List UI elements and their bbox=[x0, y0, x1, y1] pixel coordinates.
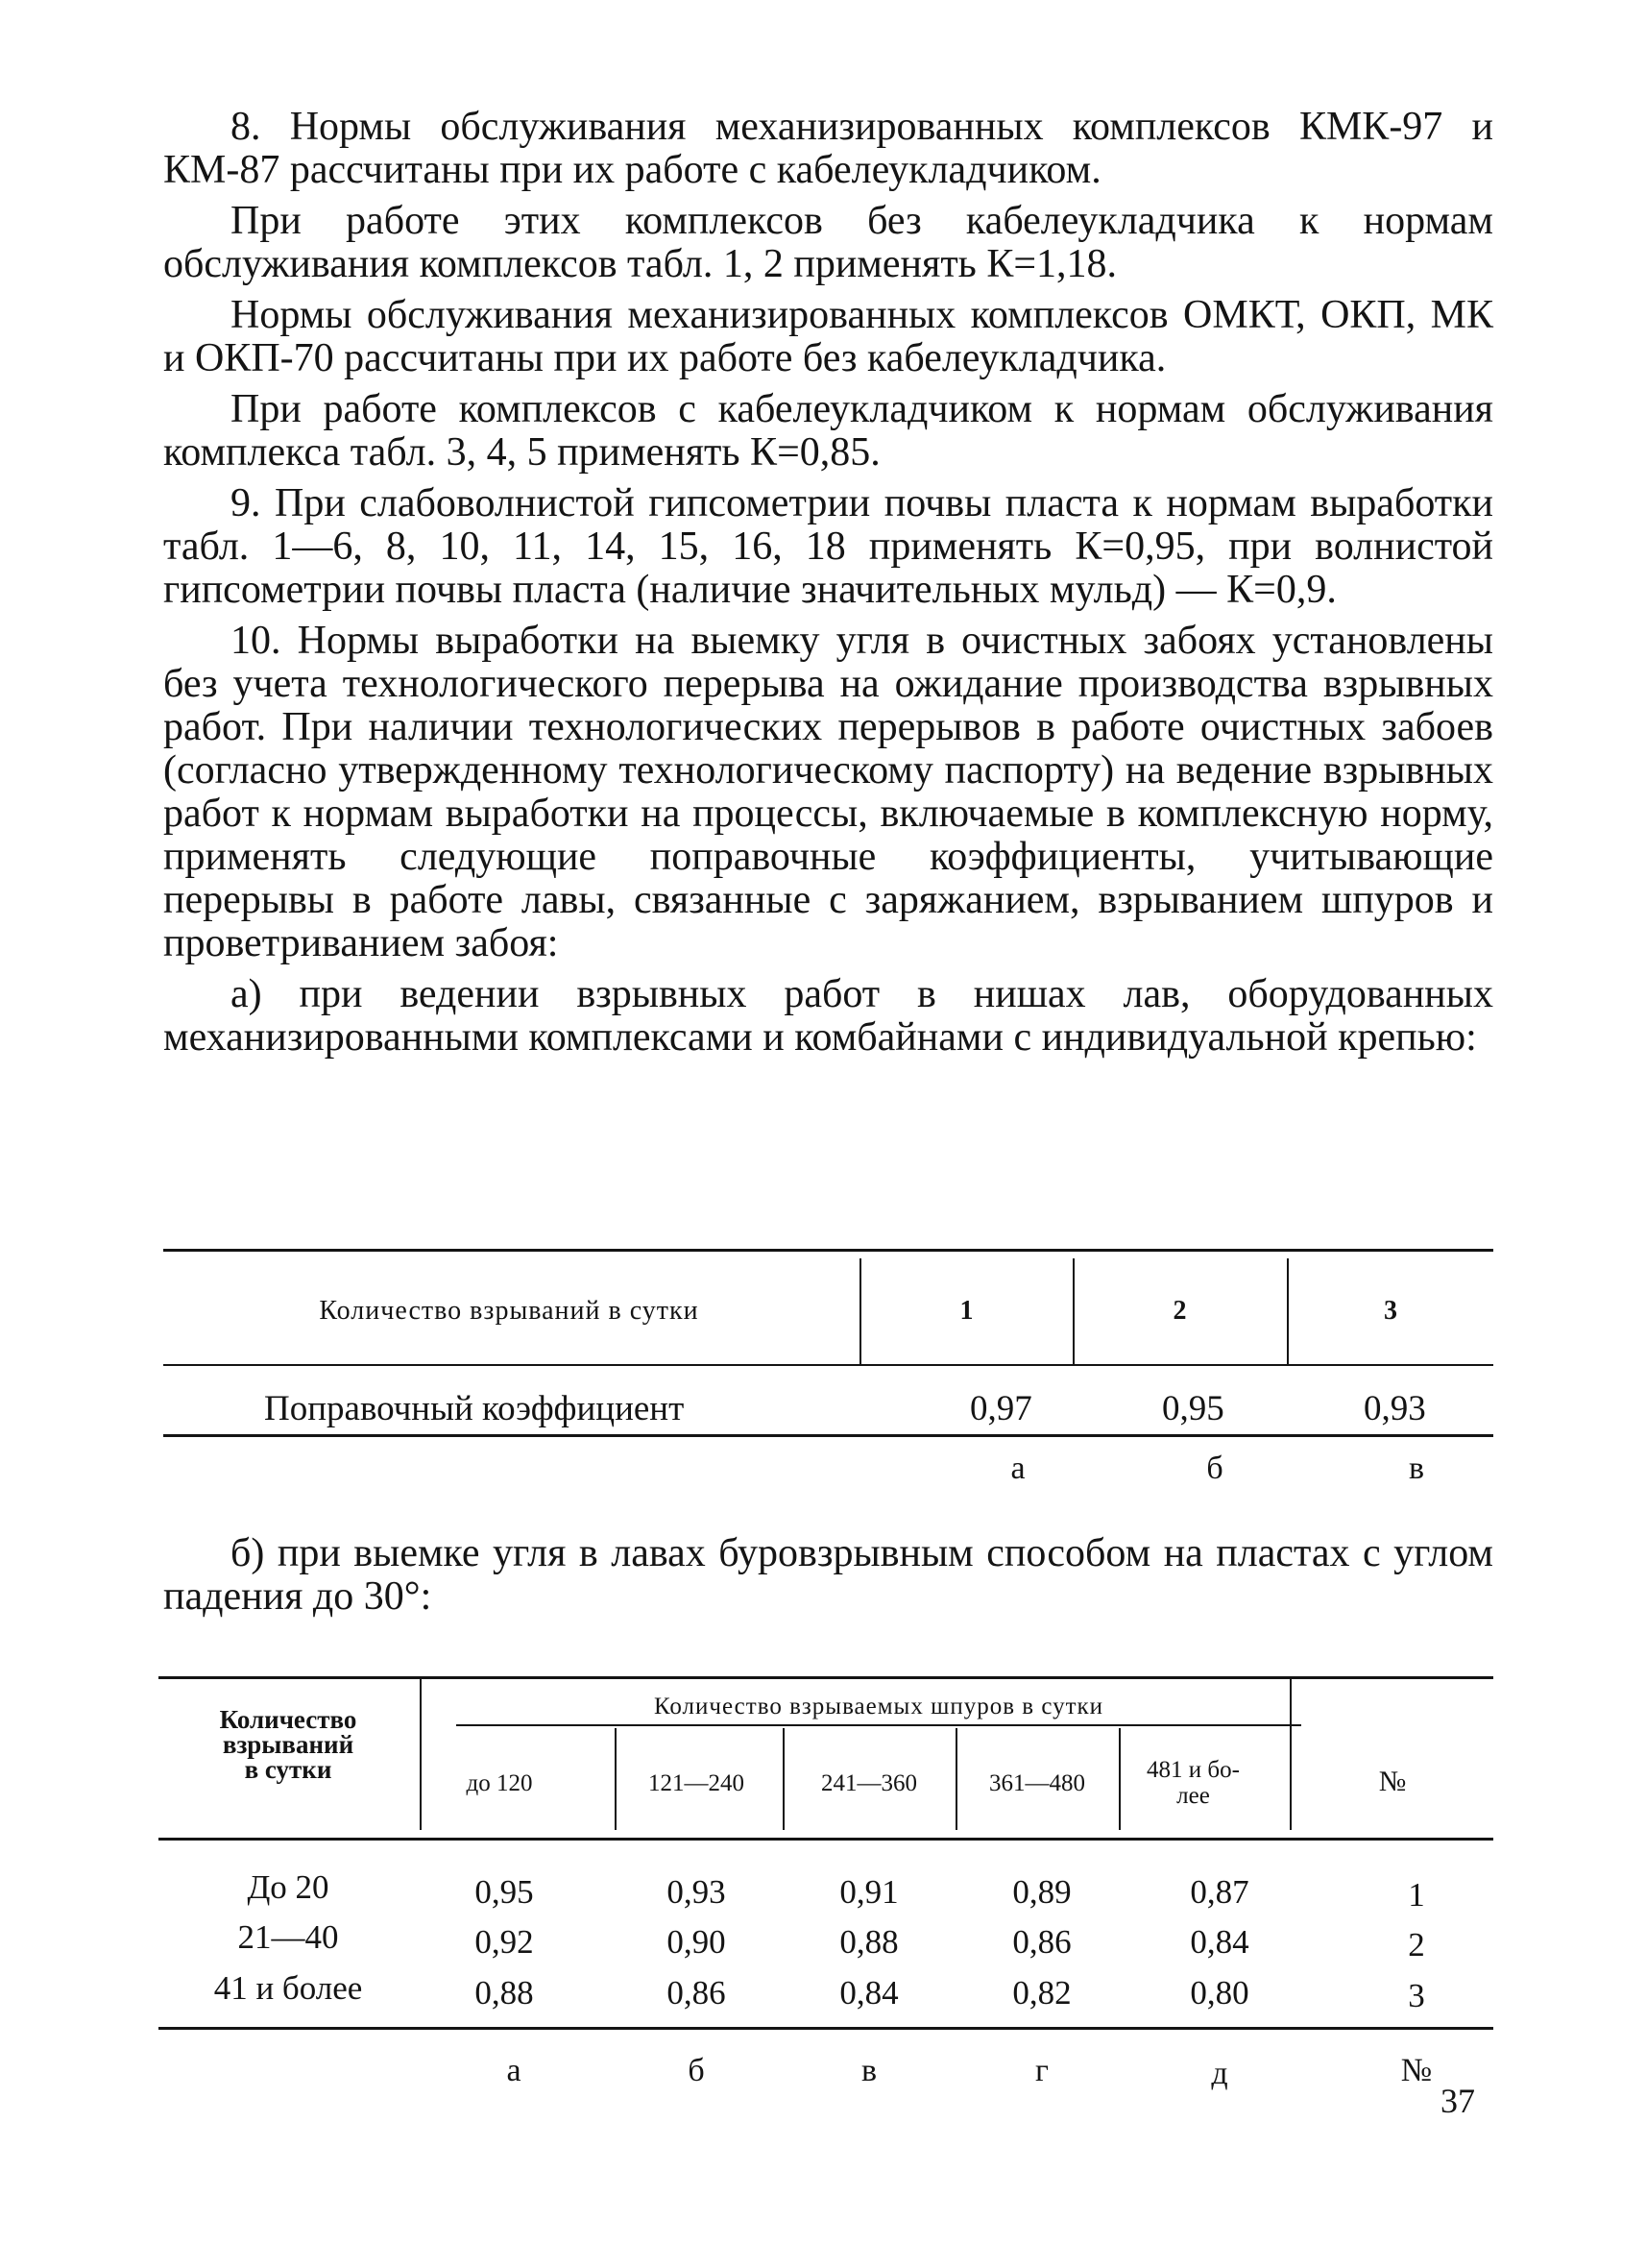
divider bbox=[783, 1728, 785, 1830]
letter-a: а bbox=[1010, 1451, 1026, 1486]
header-col-3: 3 bbox=[1384, 1296, 1398, 1326]
row-header bbox=[158, 1707, 418, 1782]
header-col-d-line: 481 и бо- bbox=[1147, 1757, 1240, 1783]
paragraph-10a: а) при ведении взрывных работ в нишах лав, оборудованных механизированными комплексами и комбайнами с индивидуальной крепью: bbox=[163, 972, 1493, 1060]
divider bbox=[1119, 1728, 1121, 1830]
table-bottom-rule bbox=[163, 1434, 1493, 1437]
row-label: До 20 bbox=[247, 1868, 329, 1906]
paragraph-8c: Нормы обслуживания механизированных комплексов ОМКТ, ОКП, МК и ОКП-70 рассчитаны при их работе без кабелеукладчика. bbox=[163, 293, 1493, 380]
cell: 0,84 bbox=[1190, 1923, 1249, 1961]
row-header-line: взрываний bbox=[222, 1730, 354, 1759]
cell: 0,93 bbox=[666, 1873, 726, 1911]
body-text bbox=[163, 106, 1493, 1067]
cell: 0,89 bbox=[1012, 1873, 1072, 1911]
header-bottom-rule bbox=[158, 1838, 1493, 1841]
cell: 0,86 bbox=[666, 1974, 726, 2012]
group-header-rule bbox=[456, 1724, 1301, 1726]
header-bottom-rule bbox=[163, 1364, 1493, 1366]
paragraph-8d: При работе комплексов с кабелеукладчиком к нормам обслуживания комплекса табл. 3, 4, 5 применять К=0,85. bbox=[163, 387, 1493, 475]
paragraph-9: 9. При слабоволнистой гипсометрии почвы пласта к нормам выработки табл. 1—6, 8, 10, 11, 14, 15, 16, 18 применять К=0,95, при волнистой гипсометрии почвы пласта (наличие значительных мульд) — К=0,9. bbox=[163, 481, 1493, 612]
divider bbox=[420, 1676, 422, 1830]
letter: в bbox=[860, 2053, 878, 2088]
row-header-line: в сутки bbox=[244, 1755, 332, 1784]
cell: 0,88 bbox=[839, 1923, 899, 1961]
value-3: 0,93 bbox=[1364, 1389, 1426, 1428]
page-number: 37 bbox=[1440, 2082, 1475, 2120]
cell: 0,95 bbox=[474, 1873, 534, 1911]
row-label: 41 и более bbox=[213, 1969, 363, 2007]
letter: д bbox=[1211, 2056, 1228, 2091]
row-header-line: Количество bbox=[219, 1705, 357, 1734]
letter: № bbox=[1400, 2053, 1433, 2088]
letter: г bbox=[1035, 2053, 1049, 2088]
table-top-rule bbox=[163, 1249, 1493, 1252]
header-col-g: 361—480 bbox=[989, 1770, 1085, 1796]
cell: 0,88 bbox=[474, 1974, 534, 2012]
cell: 0,86 bbox=[1012, 1923, 1072, 1961]
table-top-rule bbox=[158, 1676, 1493, 1679]
header-col-2: 2 bbox=[1173, 1296, 1188, 1326]
header-col-d bbox=[1124, 1757, 1263, 1809]
cell: 0,90 bbox=[666, 1923, 726, 1961]
header-label: Количество взрываний в сутки bbox=[319, 1296, 699, 1326]
divider bbox=[956, 1728, 957, 1830]
paragraph-10: 10. Нормы выработки на выемку угля в очистных забоях установлены без учета технологического перерыва на ожидание производства взрывных работ. При наличии технологических перерывов в работе очистных забоев (согласно утвержденному технологическому паспорту) на ведение взрывных работ к нормам выработки на процессы, включаемые в комплексную норму, применять следующие поправочные коэффициенты, учитывающие перерывы в работе лавы, связанные с заряжанием, взрыванием шпуров и проветриванием забоя: bbox=[163, 619, 1493, 965]
header-col-v: 241—360 bbox=[821, 1770, 917, 1796]
header-col-d-line: лее bbox=[1176, 1783, 1210, 1809]
letter: б bbox=[688, 2053, 705, 2088]
letter-v: в bbox=[1408, 1451, 1425, 1486]
table-row bbox=[163, 1388, 1493, 1434]
table-bottom-rule bbox=[158, 2027, 1493, 2030]
cell: 0,82 bbox=[1012, 1974, 1072, 2012]
cell: 2 bbox=[1408, 1926, 1425, 1963]
value-2: 0,95 bbox=[1162, 1389, 1224, 1428]
paragraph-10b: б) при выемке угля в лавах буровзрывным способом на пластах с углом падения до 30°: bbox=[163, 1531, 1493, 1619]
divider bbox=[615, 1728, 617, 1830]
cell: 3 bbox=[1408, 1977, 1425, 2014]
paragraph-8: 8. Нормы обслуживания механизированных комплексов КМК-97 и КМ-87 рассчитаны при их работе с кабелеукладчиком. bbox=[163, 105, 1493, 192]
cell: 0,80 bbox=[1190, 1974, 1249, 2012]
header-col-1: 1 bbox=[959, 1296, 975, 1326]
value-1: 0,97 bbox=[970, 1389, 1032, 1428]
letter-b: б bbox=[1206, 1451, 1223, 1486]
header-col-a: до 120 bbox=[466, 1770, 533, 1796]
table-header-row bbox=[163, 1258, 1493, 1364]
cell: 0,91 bbox=[839, 1873, 899, 1911]
header-col-b: 121—240 bbox=[648, 1770, 744, 1796]
cell: 1 bbox=[1408, 1876, 1425, 1914]
header-num: № bbox=[1378, 1766, 1407, 1797]
letter: а bbox=[506, 2053, 521, 2088]
paragraph-8b: При работе этих комплексов без кабелеукладчика к нормам обслуживания комплексов табл. 1, 2 применять К=1,18. bbox=[163, 199, 1493, 286]
divider bbox=[1290, 1676, 1292, 1830]
cell: 0,84 bbox=[839, 1974, 899, 2012]
cell: 0,92 bbox=[474, 1923, 534, 1961]
group-header: Количество взрываемых шпуров в сутки bbox=[653, 1694, 1104, 1719]
row-label: 21—40 bbox=[237, 1918, 339, 1956]
cell: 0,87 bbox=[1190, 1873, 1249, 1911]
row-label: Поправочный коэффициент bbox=[264, 1389, 685, 1428]
